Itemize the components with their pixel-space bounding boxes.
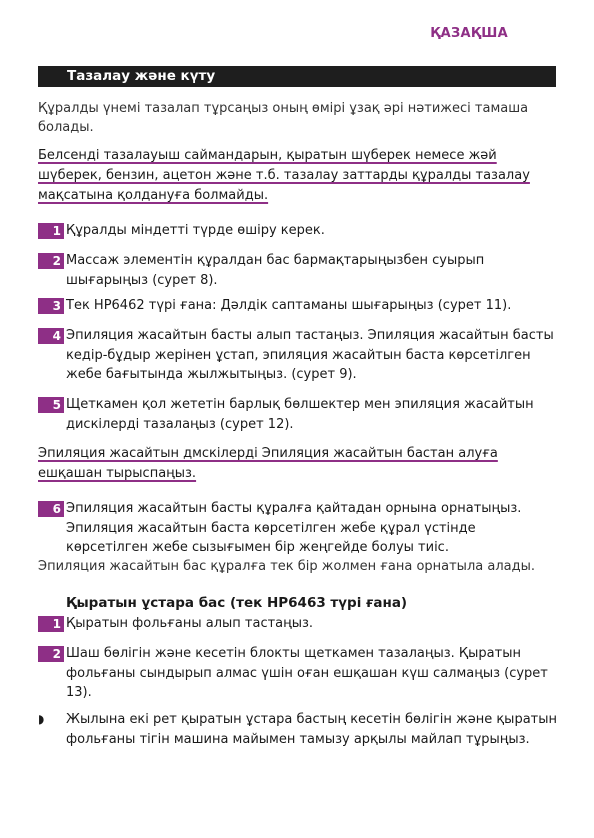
step-text: Тек HP6462 түрі ғана: Дәлдік саптаманы шығарыңыз (сурет 11). [66,298,512,313]
step-item [38,326,558,385]
section-title: Тазалау және күту [38,66,556,87]
intro-paragraph: Құралды үнемі тазалап тұрсаңыз оның өмірі ұзақ әрі нәтижесі тамаша болады. [38,101,529,135]
step-text: Щеткамен қол жететін барлық бөлшектер мен эпиляция жасайтын дискілерді тазалаңыз (сурет 12). [66,397,534,432]
bullet-icon: ◗ [38,712,45,726]
step-number: 2 [38,646,64,662]
step-number: 4 [38,328,64,344]
subsection-title: Қыратын ұстара бас (тек HP6463 түрі ғана) [66,595,408,611]
step-text: Құралды міндетті түрде өшіру керек. [66,223,325,238]
step-number: 2 [38,253,64,269]
warning-paragraph: Эпиляция жасайтын дмскілерді Эпиляция жасайтын бастан алуға ешқашан тырыспаңыз. [38,446,498,481]
step-text: Қыратын фольғаны алып тастаңыз. [66,616,314,631]
step-number: 1 [38,223,64,239]
step-number: 1 [38,616,64,632]
step-number: 3 [38,298,64,314]
step-item [38,296,558,316]
step-item [38,499,558,558]
warning-paragraph: Белсенді тазалауыш саймандарын, қыратын шүберек немесе жәй шүберек, бензин, ацетон және т.б. тазалау заттарды құралды тазалау мақсатына қолдануға болмайды. [38,148,530,203]
step-text: Шаш бөлігін және кесетін блокты щеткамен тазалаңыз. Қыратын фольғаны сындырып алмас үшін оған ешқашан күш салмаңыз (сурет 13). [66,646,548,700]
step-item [38,614,558,634]
step-text: Эпиляция жасайтын басты құралға қайтадан орнына орнатыңыз. Эпиляция жасайтын баста көрсетілген жебе құрал үстінде көрсетілген жебе сызығымен бір жеңгейде болуы тиіс. [66,501,522,555]
step-item [38,395,558,434]
step-item [38,251,558,290]
language-label: ҚАЗАҚША [430,26,508,41]
bullet-text: Жылына екі рет қыратын ұстара бастың кесетін бөлігін және қыратын фольғаны тігін машина майымен тамызу арқылы майлап тұрыңыз. [66,712,557,747]
note-paragraph: Эпиляция жасайтын бас құралға тек бір жолмен ғана орнатыла алады. [38,559,535,574]
step-item [38,644,558,703]
step-number: 6 [38,501,64,517]
bullet-item [38,710,558,749]
step-item [38,221,558,241]
step-text: Эпиляция жасайтын басты алып тастаңыз. Эпиляция жасайтын басты кедір-бұдыр жерінен ұстап, эпиляция жасайтын баста көрсетілген жебе бағытында жылжытыңыз. (сурет 9). [66,328,554,382]
step-number: 5 [38,397,64,413]
step-text: Массаж элементін құралдан бас бармақтарыңызбен суырып шығарыңыз (сурет 8). [66,253,485,288]
